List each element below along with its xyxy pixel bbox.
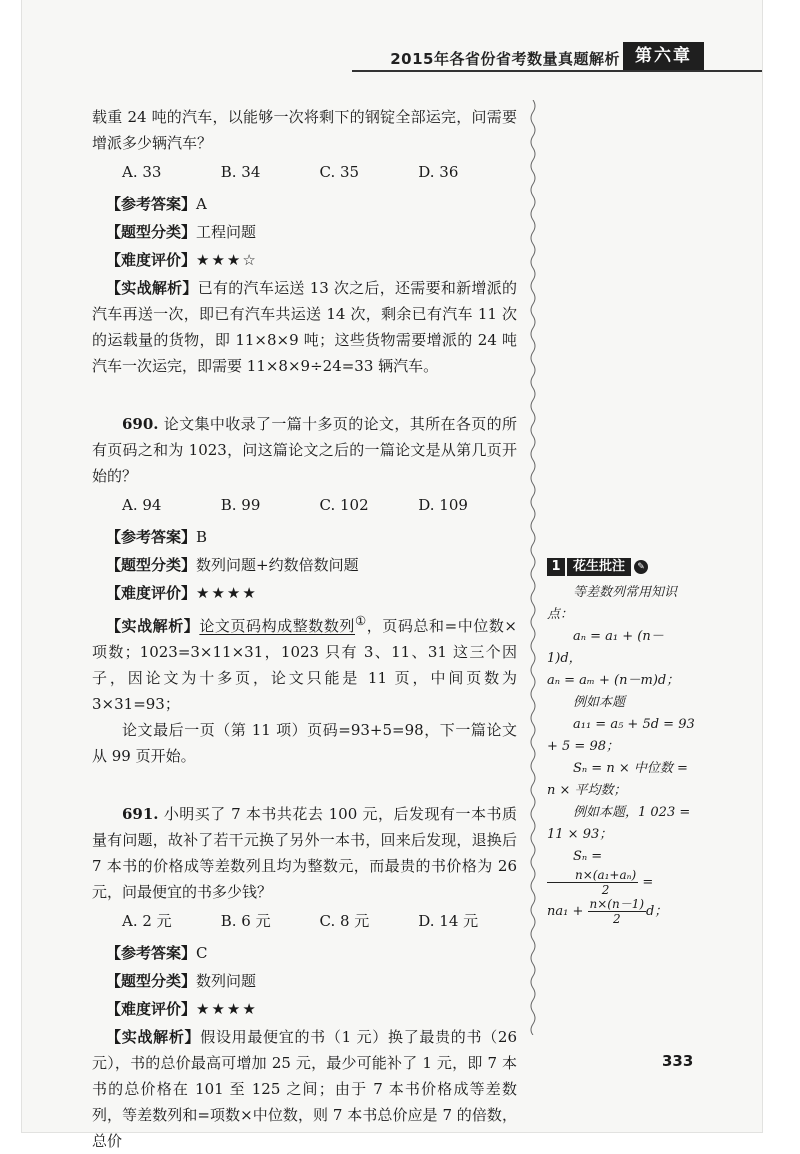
q689-text: 载重 24 吨的汽车，以能够一次将剩下的钢锭全部运完，问需要增派多少辆汽车？ — [92, 108, 517, 152]
option-c: C. 102 — [319, 496, 369, 514]
sidebar-line: aₙ = a₁ + (n－1)d， — [547, 629, 664, 666]
q690-analysis-p2: 论文最后一页（第 11 项）页码=93+5=98，下一篇论文从 99 页开始。 — [92, 721, 517, 765]
option-a: A. 94 — [122, 496, 162, 514]
sidebar-line: 等差数列常用知识点： — [547, 585, 678, 622]
question-690 — [92, 411, 517, 769]
question-691 — [92, 801, 517, 1154]
q689-type: 【题型分类】工程问题 — [106, 223, 257, 241]
q691-analysis: 【实战解析】假设用最便宜的书（1 元）换了最贵的书（26 元），书的总价最高可增加 25 元，最少可能补了 1 元，即 7 本书的总价格在 101 至 125 之间；由于 7 本书价格成等差数列，等差数列和=项数×中位数，则 7 本书总价应是 7 的倍数，总价 — [92, 1028, 517, 1150]
wavy-column-divider — [527, 100, 539, 1035]
sidebar-formula: na₁ + $\frac{n\times(n-1)}{2}$ d； — [547, 897, 668, 926]
header-rule — [352, 70, 762, 72]
main-column — [92, 104, 517, 1154]
q689-difficulty: 【难度评价】★★★☆ — [106, 251, 258, 269]
option-d: D. 109 — [418, 496, 468, 514]
q689-analysis: 【实战解析】已有的汽车运送 13 次之后，还需要和新增派的汽车再送一次，即已有汽车共运送 14 次，剩余已有汽车 11 次的运载量的货物，即 11×8×9 吨；这些货物需要增派的 24 吨汽车一次运完，即需要 11×8×9÷24=33 辆汽车。 — [92, 279, 517, 375]
option-b: B. 34 — [220, 163, 261, 181]
q689-options — [92, 159, 517, 185]
star-rating: ★★★★ — [196, 584, 258, 602]
q690-analysis: 【实战解析】论文页码构成整数数列①，页码总和=中位数×项数；1023=3×11×31，1023 只有 3、11、31 这三个因子，因论文为十多页，论文只能是 11 页，中间页数为 3×31=93； — [92, 613, 517, 713]
q690-difficulty: 【难度评价】★★★★ — [106, 584, 258, 602]
sidebar-formula: Sₙ = $\frac{\text{n×(a₁+aₙ)}}{2}$ = — [547, 846, 697, 897]
q689-answer: 【参考答案】A — [106, 195, 207, 213]
q690-text: 690. 论文集中收录了一篇十多页的论文，其所在各页的所有页码之和为 1023，问这篇论文之后的一篇论文是从第几页开始的？ — [92, 415, 517, 485]
q690-options — [92, 492, 517, 518]
option-d: D. 14 元 — [418, 912, 479, 930]
sidebar-number: 1 — [547, 558, 565, 576]
sidebar-line: 例如本题，1 023 = 11 × 93； — [547, 805, 691, 842]
q690-answer: 【参考答案】B — [106, 528, 208, 546]
q691-options — [92, 908, 517, 934]
sidebar-header — [547, 558, 697, 576]
option-c: C. 8 元 — [319, 912, 370, 930]
q691-text: 691. 小明买了 7 本书共花去 100 元，后发现有一本书质量有问题，故补了若干元换了另外一本书，回来后发现，退换后 7 本书的价格成等差数列且均为整数元，而最贵的书价格为 26 元，问最便宜的书多少钱？ — [92, 805, 517, 901]
book-page — [22, 0, 762, 1150]
option-a: A. 2 元 — [122, 912, 172, 930]
option-b: B. 99 — [220, 496, 261, 514]
q691-type: 【题型分类】数列问题 — [106, 972, 257, 990]
fraction: $\frac{\text{n×(a₁+aₙ)}}{2}$ — [547, 868, 638, 897]
fraction: $\frac{n\times(n-1)}{2}$ — [589, 897, 645, 926]
running-title: 2015年各省份省考数量真题解析 — [390, 50, 620, 68]
page-header — [22, 42, 762, 72]
q691-answer: 【参考答案】C — [106, 944, 208, 962]
sidebar-line: aₙ = aₘ + (n－m)d； — [547, 673, 680, 688]
peanut-icon: ✎ — [634, 560, 648, 574]
sidebar-line: Sₙ = n × 中位数 = n × 平均数； — [547, 761, 688, 798]
option-b: B. 6 元 — [220, 912, 271, 930]
sidebar-line: 例如本题 — [573, 695, 626, 710]
star-rating: ★★★☆ — [196, 251, 258, 269]
option-d: D. 36 — [418, 163, 459, 181]
sidebar-annotation — [547, 558, 697, 926]
star-rating: ★★★★ — [196, 1000, 258, 1018]
chapter-tab: 第六章 — [623, 42, 704, 70]
option-a: A. 33 — [122, 163, 162, 181]
q691-difficulty: 【难度评价】★★★★ — [106, 1000, 258, 1018]
sidebar-title: 花生批注 — [567, 558, 631, 576]
option-c: C. 35 — [319, 163, 360, 181]
underlined-phrase: 论文页码构成整数数列 — [199, 617, 355, 635]
sidebar-line: a₁₁ = a₅ + 5d = 93 + 5 = 98； — [547, 717, 695, 754]
footnote-marker: ① — [355, 613, 367, 628]
page-number: 333 — [662, 1052, 694, 1070]
q690-type: 【题型分类】数列问题+约数倍数问题 — [106, 556, 359, 574]
